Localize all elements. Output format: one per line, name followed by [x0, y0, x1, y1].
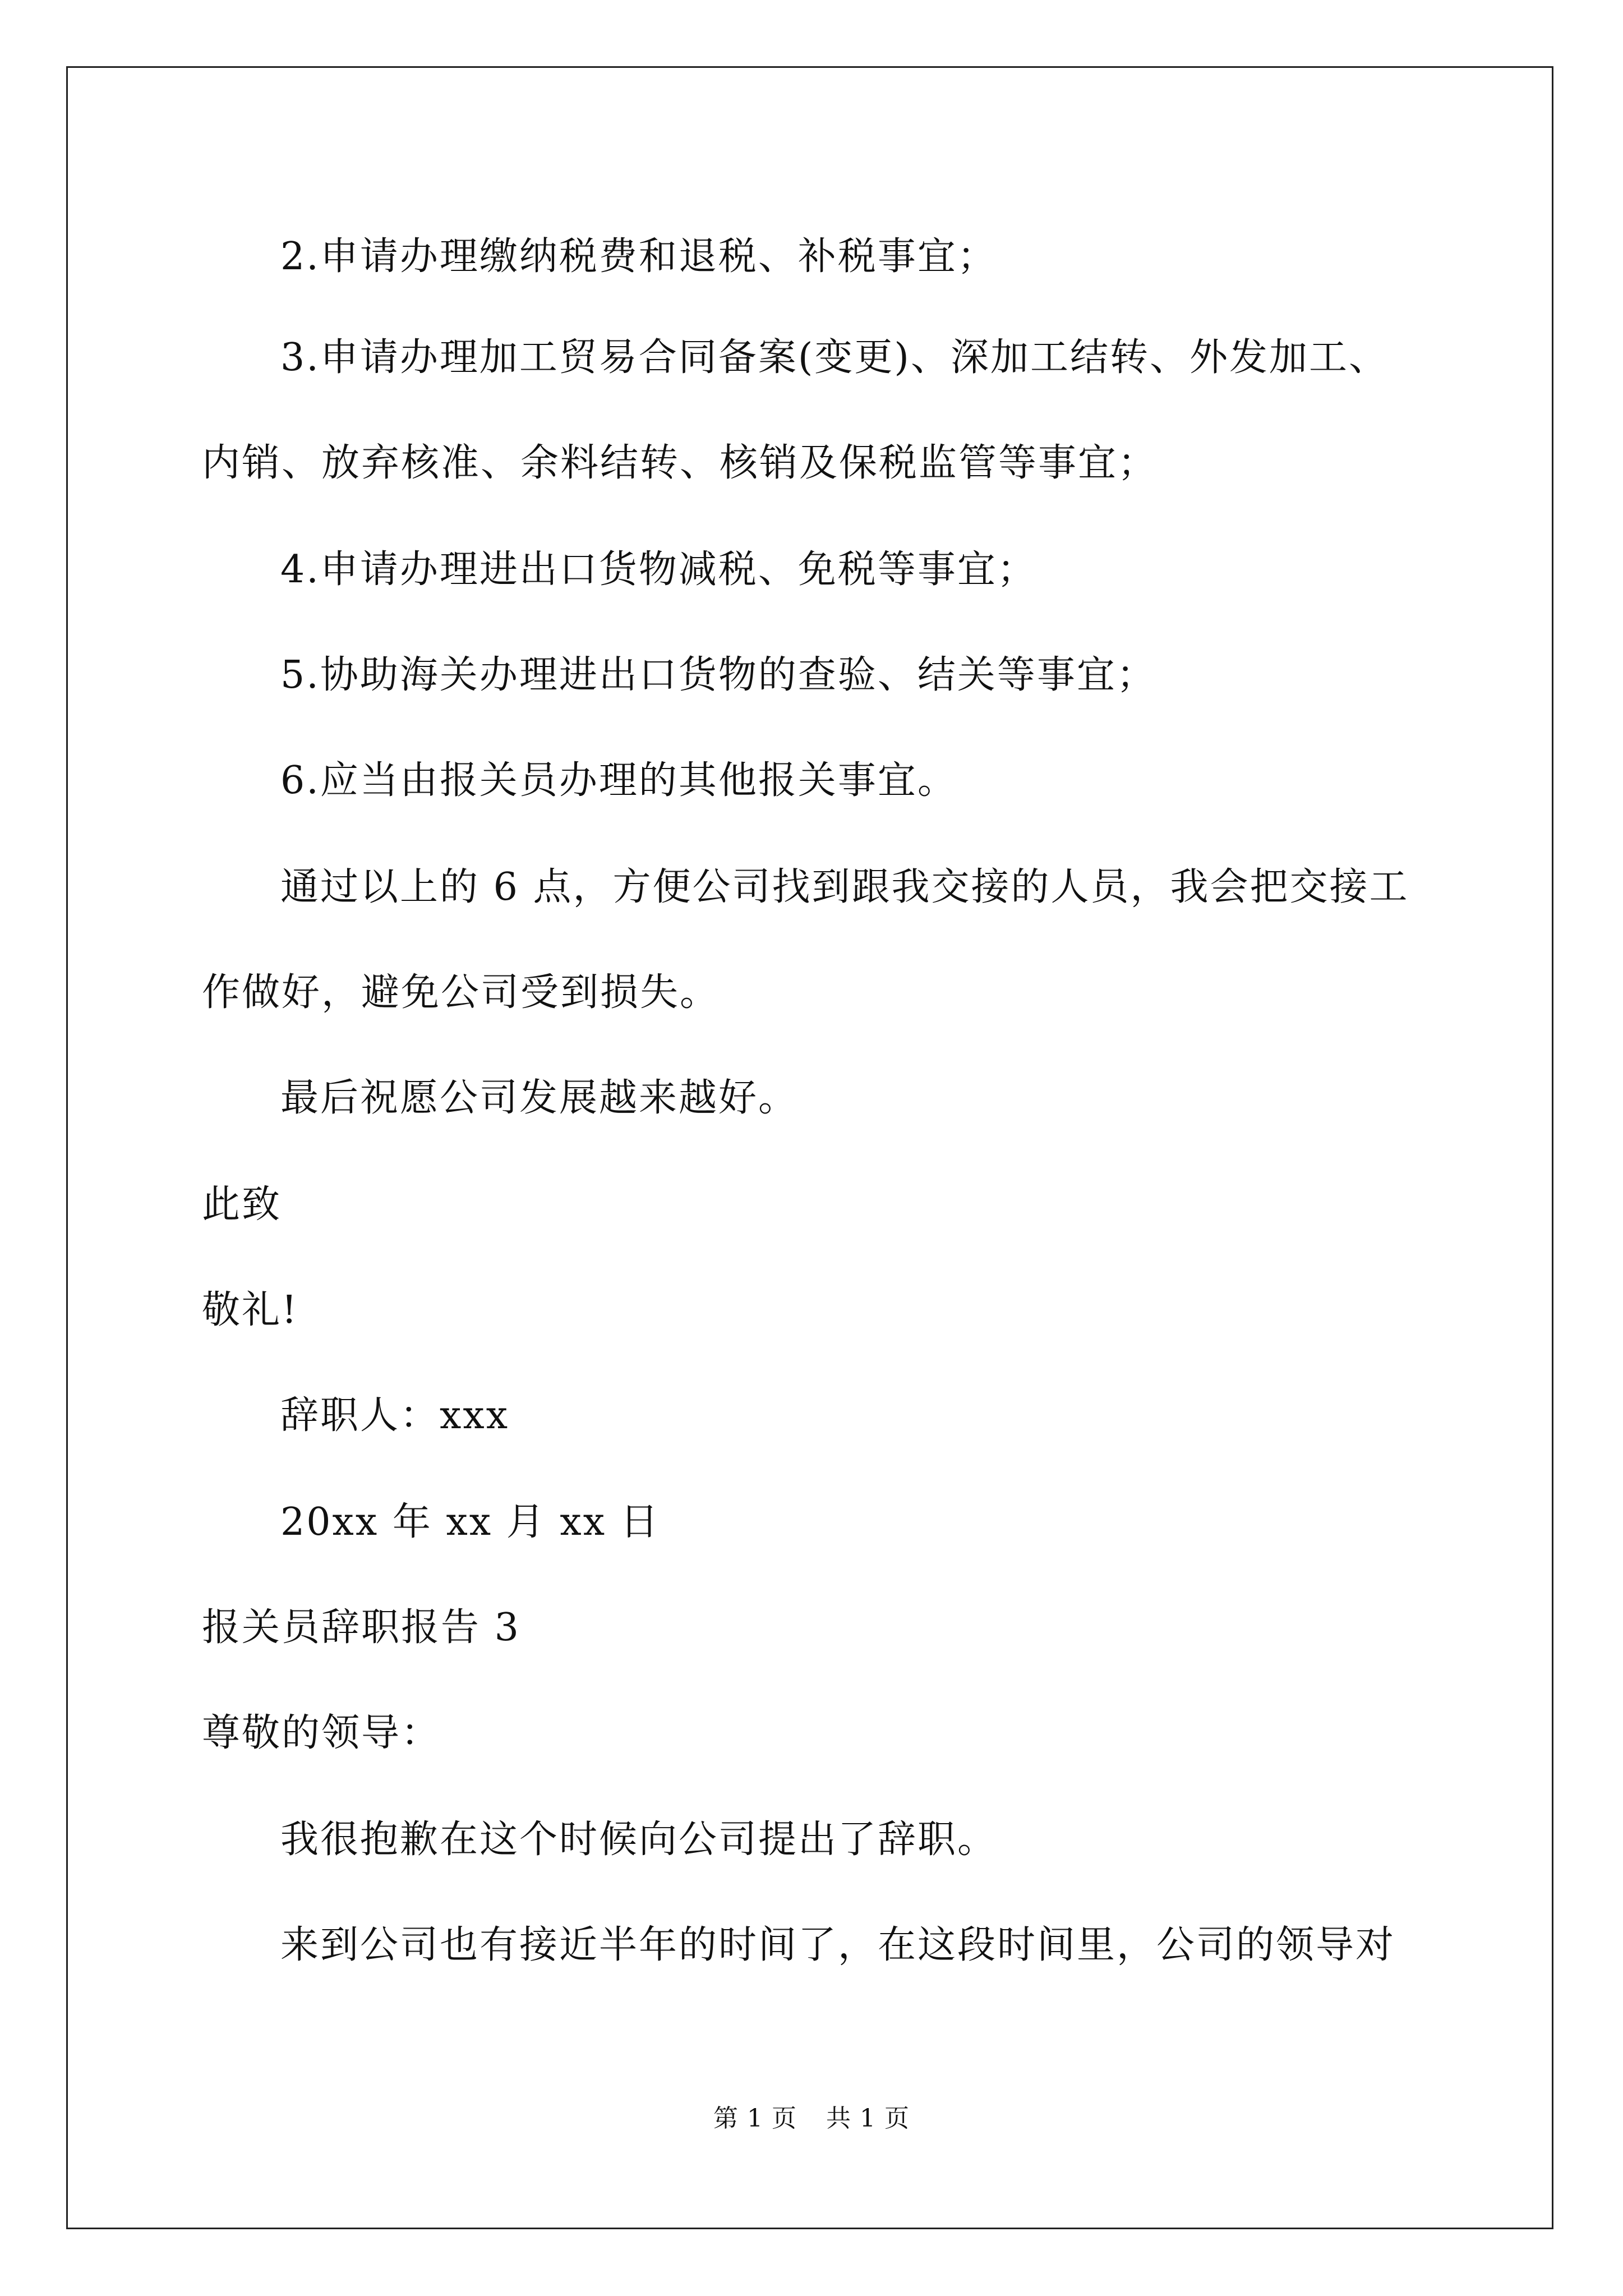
paragraph-item-3: 3.申请办理加工贸易合同备案(变更)、深加工结转、外发加工、: [280, 335, 1389, 380]
page-footer: [0, 2105, 1623, 2133]
paragraph-handover-continued: 作做好，避免公司受到损失。: [202, 970, 720, 1015]
paragraph-handover: 通过以上的 6 点，方便公司找到跟我交接的人员，我会把交接工: [280, 865, 1409, 909]
page-number: 第 1 页: [713, 2104, 797, 2133]
paragraph-item-2: 2.申请办理缴纳税费和退税、补税事宜；: [280, 234, 997, 279]
paragraph-item-5: 5.协助海关办理进出口货物的查验、结关等事宜；: [280, 653, 1156, 697]
closing-salutation: 此致: [202, 1182, 282, 1227]
paragraph-item-4: 4.申请办理进出口货物减税、免税等事宜；: [280, 547, 1037, 592]
letter-greeting: 尊敬的领导：: [202, 1711, 441, 1755]
signature-name: 辞职人：xxx: [280, 1393, 510, 1438]
signature-date: 20xx 年 xx 月 xx 日: [280, 1500, 660, 1544]
paragraph-item-3-continued: 内销、放弃核准、余料结转、核销及保税监管等事宜；: [202, 441, 1158, 485]
paragraph-item-6: 6.应当由报关员办理的其他报关事宜。: [280, 758, 957, 803]
page-total: 共 1 页: [826, 2104, 910, 2133]
paragraph-wishes: 最后祝愿公司发展越来越好。: [280, 1076, 799, 1120]
paragraph-apology: 我很抱歉在这个时候向公司提出了辞职。: [280, 1818, 998, 1862]
closing-regards: 敬礼!: [202, 1288, 299, 1332]
paragraph-experience: 来到公司也有接近半年的时间了，在这段时间里，公司的领导对: [280, 1923, 1396, 1967]
section-title: 报关员辞职报告 3: [202, 1605, 520, 1650]
